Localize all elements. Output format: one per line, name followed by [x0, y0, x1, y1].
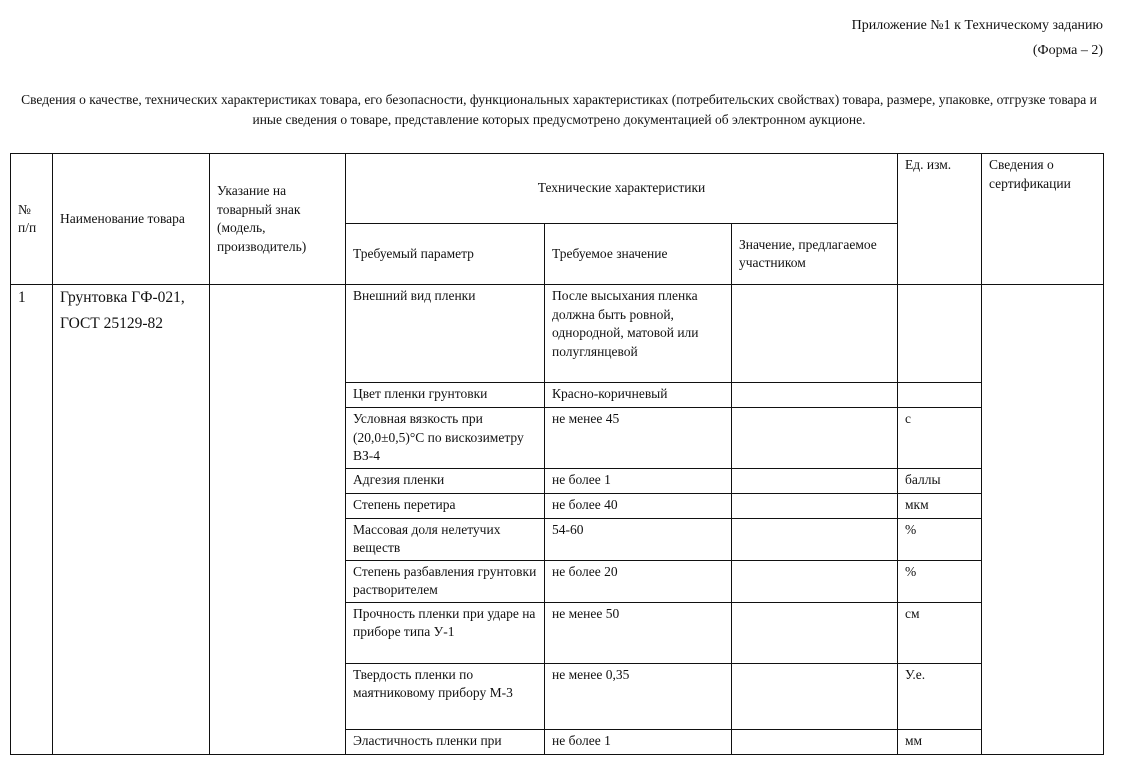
unit: см	[898, 602, 982, 663]
offered-value-cell[interactable]	[732, 285, 898, 383]
offered-value-cell[interactable]	[732, 383, 898, 408]
header-required: Требуемое значение	[545, 224, 732, 285]
offered-value-cell[interactable]	[732, 560, 898, 602]
item-brand-cell[interactable]	[210, 285, 346, 755]
header-unit: Ед. изм.	[898, 154, 982, 285]
param: Твердость пленки по маятниковому прибору М-3	[346, 663, 545, 729]
item-name-line1: Грунтовка ГФ-021,	[60, 289, 185, 306]
offered-value-cell[interactable]	[732, 729, 898, 754]
unit: %	[898, 560, 982, 602]
unit: баллы	[898, 468, 982, 493]
item-number: 1	[11, 285, 53, 755]
offered-value-cell[interactable]	[732, 602, 898, 663]
appendix-title: Приложение №1 к Техническому заданию	[851, 18, 1103, 33]
param: Массовая доля нелетучих веществ	[346, 518, 545, 560]
unit: мм	[898, 729, 982, 754]
unit: с	[898, 408, 982, 469]
header-tech: Технические характеристики	[346, 154, 898, 224]
param: Степень перетира	[346, 493, 545, 518]
required-value: не более 1	[545, 729, 732, 754]
offered-value-cell[interactable]	[732, 518, 898, 560]
param: Внешний вид пленки	[346, 285, 545, 383]
required-value: Красно-коричневый	[545, 383, 732, 408]
required-value: не более 1	[545, 468, 732, 493]
required-value: 54-60	[545, 518, 732, 560]
unit: У.е.	[898, 663, 982, 729]
required-value: не более 40	[545, 493, 732, 518]
required-value: не менее 50	[545, 602, 732, 663]
required-value: После высыхания пленка должна быть ровной, однородной, матовой или полуглянцевой	[545, 285, 732, 383]
unit	[898, 383, 982, 408]
param: Условная вязкость при (20,0±0,5)°С по вискозиметру ВЗ-4	[346, 408, 545, 469]
header-name: Наименование товара	[53, 154, 210, 285]
required-value: не более 20	[545, 560, 732, 602]
offered-value-cell[interactable]	[732, 468, 898, 493]
offered-value-cell[interactable]	[732, 408, 898, 469]
required-value: не менее 45	[545, 408, 732, 469]
param: Эластичность пленки при	[346, 729, 545, 754]
required-value: не менее 0,35	[545, 663, 732, 729]
offered-value-cell[interactable]	[732, 663, 898, 729]
param: Степень разбавления грунтовки растворителем	[346, 560, 545, 602]
header-brand: Указание на товарный знак (модель, производитель)	[210, 154, 346, 285]
param: Адгезия пленки	[346, 468, 545, 493]
param: Прочность пленки при ударе на приборе типа У-1	[346, 602, 545, 663]
offered-value-cell[interactable]	[732, 493, 898, 518]
unit: мкм	[898, 493, 982, 518]
form-number: (Форма – 2)	[1032, 43, 1103, 58]
unit	[898, 285, 982, 383]
header-cert: Сведения о сертификации	[982, 154, 1104, 285]
header-offered: Значение, предлагаемое участником	[732, 224, 898, 285]
certification-cell[interactable]	[982, 285, 1104, 755]
item-standard: ГОСТ 25129-82	[60, 315, 164, 332]
unit: %	[898, 518, 982, 560]
specification-table	[10, 153, 1104, 755]
header-num: № п/п	[11, 154, 53, 285]
header-param: Требуемый параметр	[346, 224, 545, 285]
param: Цвет пленки грунтовки	[346, 383, 545, 408]
item-name	[53, 285, 210, 755]
appendix-header	[852, 13, 1103, 63]
intro-paragraph: Сведения о качестве, технических характеристиках товара, его безопасности, функциональных характеристиках (потребительских свойствах) товара, размере, упаковке, отгрузке товара и иные сведения о товаре, представление которых предусмотрено документацией об электронном аукционе.	[21, 92, 1097, 127]
